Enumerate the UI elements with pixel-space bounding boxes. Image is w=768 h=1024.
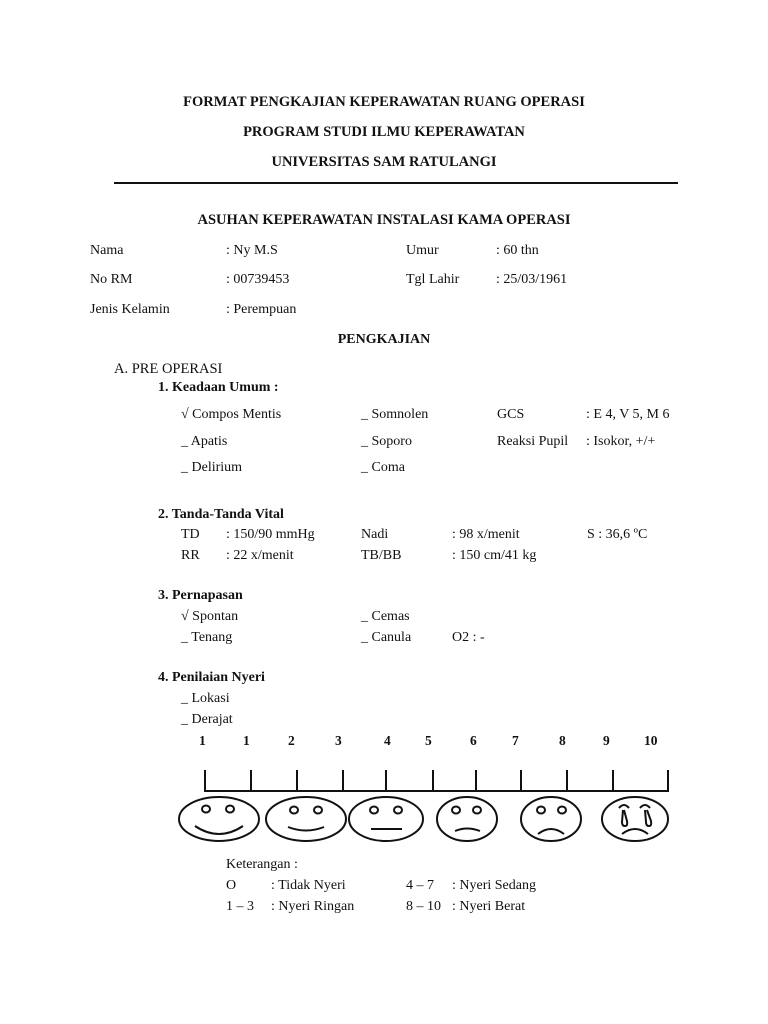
spontan-option: √ Spontan [181,609,239,624]
gcs-label: GCS [497,407,525,422]
subtitle: ASUHAN KEPERAWATAN INSTALASI KAMA OPERASI [197,212,571,228]
o2-value: O2 : - [452,630,485,645]
norm-value: : 00739453 [226,272,290,287]
scale-label: 3 [335,733,342,748]
nama-label: Nama [90,243,124,258]
derajat-option: _ Derajat [181,712,233,727]
scale-label: 8 [559,733,566,748]
face-hurts-worst-icon [602,797,668,841]
part-a-heading: A. PRE OPERASI [114,361,223,377]
keadaan-umum-heading: 1. Keadaan Umum : [158,380,279,395]
face-hurts-even-more-icon [437,797,497,841]
umur-label: Umur [406,243,439,258]
scale-label: 6 [470,733,477,748]
keterangan-desc: : Tidak Nyeri [271,878,346,893]
tbbb-value: : 150 cm/41 kg [452,548,537,563]
compos-mentis-option: √ Compos Mentis [181,407,282,422]
keterangan-desc: : Nyeri Ringan [271,899,355,914]
reaksi-pupil-value: : Isokor, +/+ [586,434,656,449]
jenis-kelamin-value: : Perempuan [226,302,297,317]
keterangan-desc: : Nyeri Berat [452,899,526,914]
nadi-value: : 98 x/menit [452,527,520,542]
coma-option: _ Coma [361,460,405,475]
pernapasan-heading: 3. Pernapasan [158,588,243,603]
reaksi-pupil-label: Reaksi Pupil [497,434,569,449]
nyeri-heading: 4. Penilaian Nyeri [158,670,265,685]
form-title-line-1: FORMAT PENGKAJIAN KEPERAWATAN RUANG OPERASI [183,94,585,110]
canula-option: _ Canula [361,630,412,645]
scale-label: 4 [384,733,391,748]
apatis-option: _ Apatis [181,434,228,449]
keterangan-code: O [226,878,237,893]
keterangan-code: 4 – 7 [406,878,434,893]
tenang-option: _ Tenang [181,630,233,645]
face-hurts-more-icon [349,797,423,841]
umur-value: : 60 thn [496,243,539,258]
soporo-option: _ Soporo [361,434,412,449]
scale-label: 1 [199,733,206,748]
scale-label: 1 [243,733,250,748]
td-value: : 150/90 mmHg [226,527,315,542]
norm-label: No RM [90,272,133,287]
form-title-line-3: UNIVERSITAS SAM RATULANGI [271,154,497,170]
tgl-lahir-label: Tgl Lahir [406,272,460,287]
scale-label: 7 [512,733,519,748]
scale-label: 5 [425,733,432,748]
scale-label: 10 [644,733,658,748]
nadi-label: Nadi [361,527,389,542]
gcs-value: : E 4, V 5, M 6 [586,407,670,422]
cemas-option: _ Cemas [361,609,410,624]
pain-scale-ruler [205,770,668,792]
face-hurts-whole-lot-icon [521,797,581,841]
keterangan-code: 1 – 3 [226,899,254,914]
face-hurts-little-icon [266,797,346,841]
rr-value: : 22 x/menit [226,548,294,563]
vital-signs-heading: 2. Tanda-Tanda Vital [158,507,284,522]
section-title: PENGKAJIAN [337,332,431,347]
tgl-lahir-value: : 25/03/1961 [496,272,568,287]
face-no-hurt-icon [179,797,259,841]
keterangan-code: 8 – 10 [406,899,441,914]
tbbb-label: TB/BB [361,548,402,563]
td-label: TD [181,527,200,542]
somnolen-option: _ Somnolen [361,407,429,422]
rr-label: RR [181,548,200,563]
form-title-line-2: PROGRAM STUDI ILMU KEPERAWATAN [243,124,525,140]
keterangan-title: Keterangan : [226,857,298,872]
lokasi-option: _ Lokasi [181,691,230,706]
delirium-option: _ Delirium [181,460,243,475]
suhu-value: S : 36,6 ºC [587,527,648,542]
keterangan-desc: : Nyeri Sedang [452,878,536,893]
scale-label: 9 [603,733,610,748]
scale-label: 2 [288,733,295,748]
nama-value: : Ny M.S [226,243,278,258]
jenis-kelamin-label: Jenis Kelamin [90,302,170,317]
